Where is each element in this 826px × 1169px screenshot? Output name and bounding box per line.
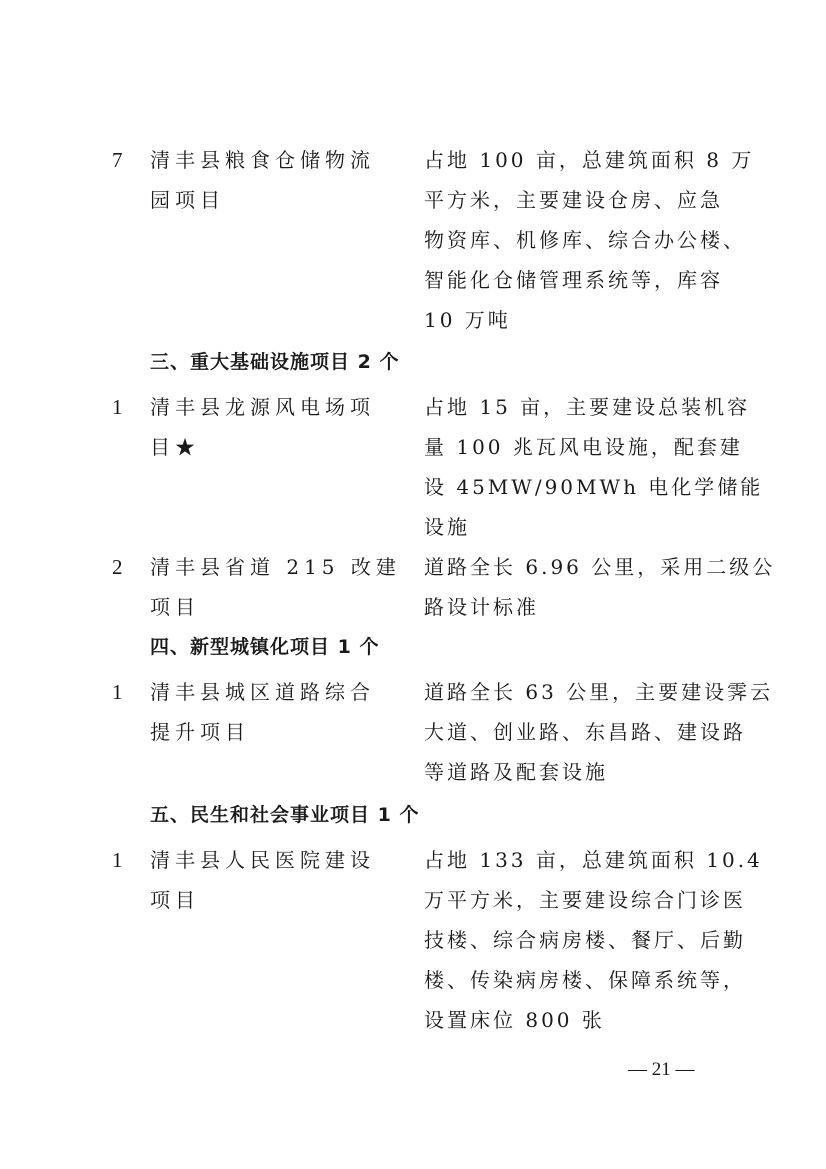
item-name: 目★ — [150, 435, 200, 459]
item-description: 楼、传染病房楼、保障系统等， — [424, 968, 746, 992]
page-number: — 21 — — [628, 1059, 695, 1080]
item-number: 7 — [112, 148, 123, 172]
item-name: 项目 — [150, 595, 200, 619]
item-description: 技楼、综合病房楼、餐厅、后勤 — [424, 928, 746, 952]
item-number: 1 — [112, 848, 123, 872]
item-number: 1 — [112, 395, 123, 419]
item-number: 2 — [112, 555, 123, 579]
item-description: 设置床位 800 张 — [424, 1008, 605, 1032]
section-heading: 五、民生和社会事业项目 1 个 — [150, 804, 420, 826]
item-description: 占地 100 亩，总建筑面积 8 万 — [424, 148, 755, 172]
item-description: 大道、创业路、东昌路、建设路 — [424, 720, 746, 744]
item-name: 清丰县省道 215 改建 — [150, 555, 401, 579]
item-number: 1 — [112, 680, 123, 704]
item-description: 等道路及配套设施 — [424, 760, 608, 784]
item-name: 清丰县人民医院建设 — [150, 848, 375, 872]
section-heading: 三、重大基础设施项目 2 个 — [150, 351, 400, 373]
item-description: 平方米，主要建设仓房、应急 — [424, 188, 723, 212]
item-description: 10 万吨 — [424, 308, 511, 332]
item-description: 占地 133 亩，总建筑面积 10.4 — [424, 848, 763, 872]
item-description: 道路全长 63 公里，主要建设霁云 — [424, 680, 774, 704]
item-description: 设施 — [424, 515, 470, 539]
item-name: 清丰县龙源风电场项 — [150, 395, 375, 419]
item-description: 物资库、机修库、综合办公楼、 — [424, 228, 746, 252]
item-description: 占地 15 亩，主要建设总装机容 — [424, 395, 751, 419]
item-description: 设 45MW/90MWh 电化学储能 — [424, 475, 764, 499]
item-name: 清丰县粮食仓储物流 — [150, 148, 375, 172]
item-name: 园项目 — [150, 188, 225, 212]
item-description: 道路全长 6.96 公里，采用二级公 — [424, 555, 776, 579]
item-description: 量 100 兆瓦风电设施，配套建 — [424, 435, 743, 459]
item-name: 清丰县城区道路综合 — [150, 680, 375, 704]
item-name: 提升项目 — [150, 720, 250, 744]
item-name: 项目 — [150, 888, 200, 912]
item-description: 智能化仓储管理系统等，库容 — [424, 268, 723, 292]
section-heading: 四、新型城镇化项目 1 个 — [150, 636, 380, 658]
item-description: 万平方米，主要建设综合门诊医 — [424, 888, 746, 912]
item-description: 路设计标准 — [424, 595, 539, 619]
